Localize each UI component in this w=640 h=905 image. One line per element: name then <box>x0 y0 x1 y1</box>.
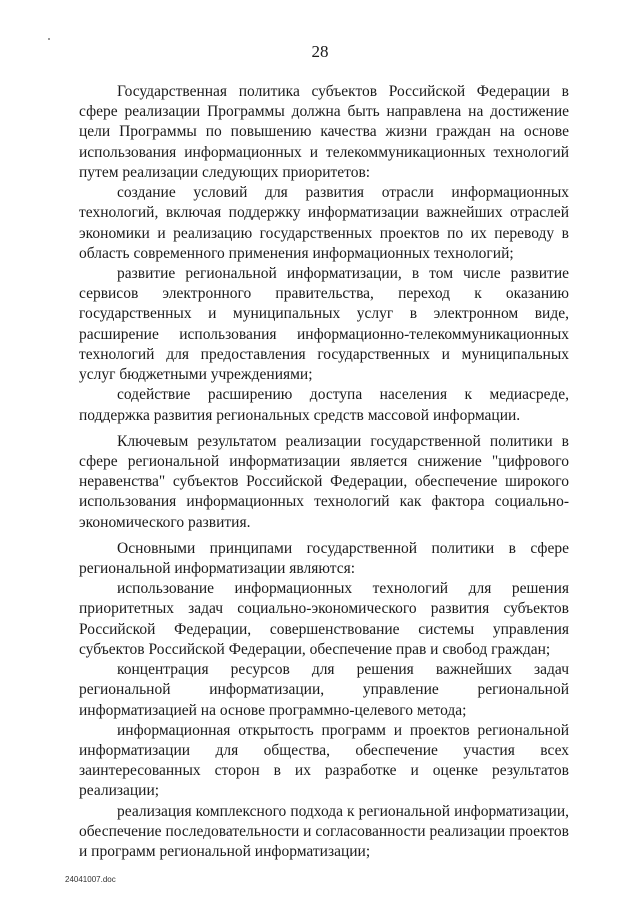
paragraph: реализация комплексного подхода к региональной информатизации, обеспечение последовательности и согласованности реализации проектов и программ региональной информатизации; <box>79 802 569 861</box>
paragraph: содействие расширению доступа населения к медиасреде, поддержка развития региональных средств массовой информации. <box>79 386 569 424</box>
paragraph: Основными принципами государственной политики в сфере региональной информатизации являются: <box>79 539 569 577</box>
paragraph: концентрация ресурсов для решения важнейших задач региональной информатизации, управление региональной информатизацией на основе программно-целевого метода; <box>79 661 569 719</box>
document-body <box>79 82 569 862</box>
paragraph: Государственная политика субъектов Российской Федерации в сфере реализации Программы должна быть направлена на достижение цели Программы по повышению качества жизни граждан на основе использования информационных и телекоммуникационных технологий путем реализации следующих приоритетов: <box>79 83 569 181</box>
scan-artifact <box>48 38 50 40</box>
paragraph: Ключевым результатом реализации государственной политики в сфере региональной информатизации является снижение "цифрового неравенства" субъектов Российской Федерации, обеспечение широкого использования информационных технологий как фактора социально-экономического развития. <box>79 432 569 531</box>
page-number: 28 <box>311 42 329 61</box>
paragraph: использование информационных технологий для решения приоритетных задач социально-экономического развития субъектов Российской Федерации, совершенствование системы управления субъектов Российской Федерации, обеспечение прав и свобод граждан; <box>79 580 569 658</box>
paragraph: развитие региональной информатизации, в том числе развитие сервисов электронного правительства, переход к оказанию государственных и муниципальных услуг в электронном виде, расширение использования информационно-телекоммуникационных технологий для предоставления государственных и муниципальных услуг бюджетными учреждениями; <box>79 265 569 384</box>
paragraph: создание условий для развития отрасли информационных технологий, включая поддержку информатизации важнейших отраслей экономики и реализацию государственных проектов по их переводу в область современного применения информационных технологий; <box>79 184 569 262</box>
paragraph: информационная открытость программ и проектов региональной информатизации для общества, обеспечение участия всех заинтересованных сторон в их разработке и оценке результатов реализации; <box>79 721 569 800</box>
file-name-footer: 24041007.doc <box>65 875 116 884</box>
